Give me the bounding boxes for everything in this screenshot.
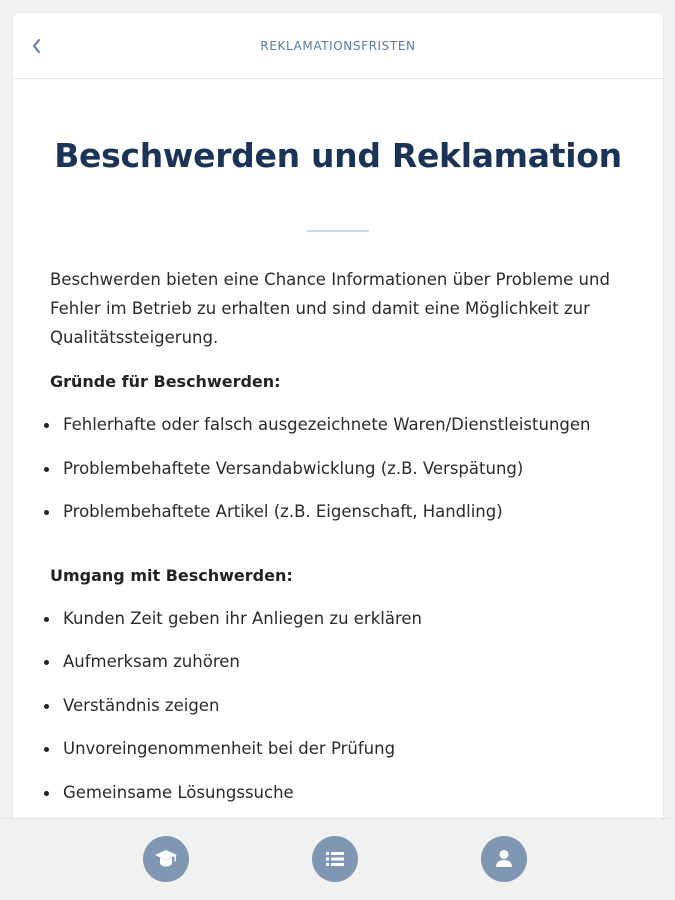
section-heading: Umgang mit Beschwerden: <box>50 565 293 585</box>
list-item: Problembehaftete Versandabwicklung (z.B. Verspätung) <box>50 459 626 503</box>
top-bar <box>13 13 663 79</box>
content-card <box>13 13 663 818</box>
bullet-list <box>50 609 626 819</box>
nav-button-list[interactable] <box>312 836 358 882</box>
intro-paragraph: Beschwerden bieten eine Chance Informationen über Probleme und Fehler im Betrieb zu erhalten und sind damit eine Möglichkeit zur Qualitätssteigerung. <box>50 270 610 347</box>
bottom-navigation <box>0 818 675 900</box>
title-divider <box>307 230 369 232</box>
nav-button-learning[interactable] <box>143 836 189 882</box>
section-heading: Gründe für Beschwerden: <box>50 372 281 391</box>
list-item: Kunden Zeit geben ihr Anliegen zu erklären <box>50 609 626 653</box>
section-reasons <box>50 372 626 546</box>
list-item: Verständnis zeigen <box>50 696 626 740</box>
graduation-cap-icon <box>154 848 178 870</box>
list-icon <box>325 850 345 868</box>
page-title: Beschwerden und Reklamation <box>54 136 622 175</box>
article-content <box>13 136 663 818</box>
list-item: Unvoreingenommenheit bei der Prüfung <box>50 739 626 783</box>
list-item: Aufmerksam zuhören <box>50 652 626 696</box>
list-item: Fehlerhafte oder falsch ausgezeichnete Waren/Dienstleistungen <box>50 415 626 459</box>
list-item: Gemeinsame Lösungssuche <box>50 783 626 819</box>
bullet-list <box>50 415 626 546</box>
list-item: Problembehaftete Artikel (z.B. Eigenschaft, Handling) <box>50 502 626 546</box>
section-handling <box>50 566 626 819</box>
nav-button-profile[interactable] <box>481 836 527 882</box>
page-header-title: REKLAMATIONSFRISTEN <box>260 39 416 53</box>
user-icon <box>495 849 513 869</box>
